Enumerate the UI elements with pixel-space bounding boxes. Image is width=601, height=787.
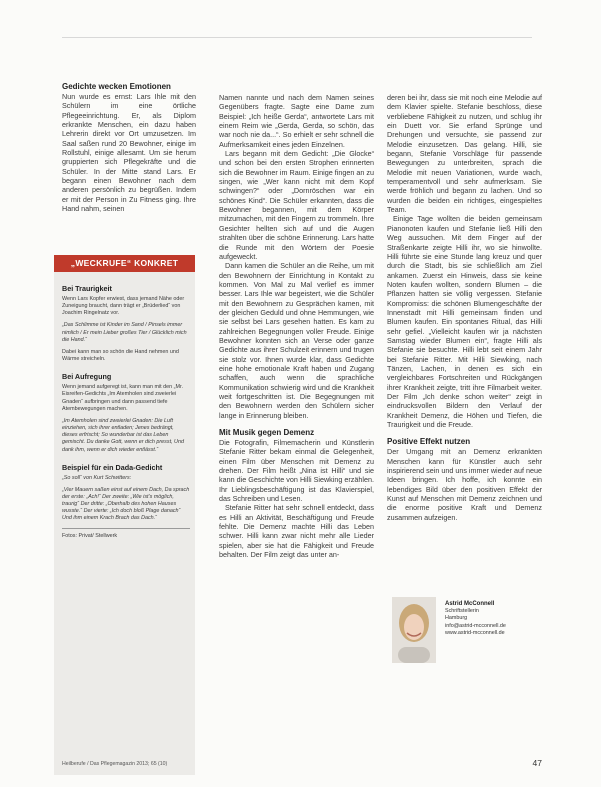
author-city: Hamburg bbox=[445, 615, 468, 622]
section-heading: Gedichte wecken Emotionen bbox=[62, 82, 171, 91]
page-footer bbox=[62, 758, 542, 768]
box-divider bbox=[62, 528, 190, 529]
paragraph: Dann kamen die Schüler an die Reihe, um mit den Bewohnern der Einrichtung in Kontakt zu kommen. Von Mal zu Mal verlief es immer besser. Lars Ihle war begeistert, wie die Schüler mit den Bewohnern zu Gesprächen kamen, mit der gleichen Geduld und ohne Hemmungen, wie sie selbst bei Lars gesehen hatten. Es kam zu zahlreichen Begegnungen voller Freude. Einige Bewohner konnten sich an Verse oder ganze Gedichte aus ihrer Schulzeit erinnern und trugen sie stolz vor. Ihnen wurde klar, dass Gedichte eine hohe emotionale Kraft haben und Zugang schaffen, auch wenn die sprachliche Kommunikation schwierig wird und die Krankheit weit fortgeschritten ist. Die Begegnungen mit den Bewohnern werden den Schülern sicher lange in Erinnerung bleiben. bbox=[219, 261, 374, 420]
paragraph: Stefanie Ritter hat sehr schnell entdeckt, dass es Hilli an Aktivität, Beschäftigung und Freude fehlte. Die Demenz machte Hilli das Leben schwer. Hilli kann zwar nicht mehr alle Lieder spielen, aber sie hat die Fähigkeit und Freude behalten. Der Film zeigt das unter an- bbox=[219, 503, 374, 560]
author-photo bbox=[392, 597, 436, 663]
paragraph: Einige Tage wollten die beiden gemeinsam Pianonoten kaufen und Stefanie ließ Hilli den Weg aussuchen. Mit dem Finger auf der Straßenkarte zeigte Hilli ihr, wo sie hinwollte. Hilli führte sie eine Stunde lang kreuz und quer durch die Stadt, bis sie schließlich am Ziel ankamen. Zuerst ein Hinweis, dass sie keine Noten kaufen wollten, sondern Blumen – die Pflanzen hatten sie völlig vergessen. Stefanie Kompromiss: die schönen Blumengeschäfte der Innenstadt mit Hilli gemeinsam finden und Blumen kaufen. Ein spontanes Ritual, das Hilli sehr gefiel. „Vielleicht kaufen wir ja nächsten Samstag wieder Blumen ein“, fragte Hilli als Stefanie sie besuchte. Hilli lebt seit einem Jahr bei Stefanie Ritter. Mit Hilli Siewking, nach Tänzen, Lachen, in denen es sich ein vergleichbares Fortschreiten und Rückgängen ihrer Krankheit zeigte, tritt ihre Filmarbeit weiter. Der Film „Ich denke schon weiter“ zeigt in eindrucksvollen Bildern den Verlauf der Krankheit Demenz, die Höhen und Tiefen, die Traurigkeit und die Freude. bbox=[387, 214, 542, 430]
author-email[interactable]: info@astrid-mcconnell.de bbox=[445, 622, 506, 629]
column-2 bbox=[219, 93, 374, 560]
box-quote: „Das Schlimme ist Kinder im Sand / Pinsels immer nimlich / Er mein Lieber großes Tier / Glücklich mich die Hand.“ bbox=[62, 322, 187, 343]
box-subheading: Bei Aufregung bbox=[62, 372, 112, 382]
author-box bbox=[392, 597, 542, 677]
paragraph: deren bei ihr, dass sie mit noch eine Melodie auf dem Klavier spielte. Stefanie beschloss, diese verbliebene Fähigkeit zu nutzen, und schlug ihr ein Duett vor. Sie erfand Sprünge und Drehungen und versuchte, sie passend zur Melodie einzusetzen. Das gelang. Hilli, sie begann, Stefanie Vorschläge für passende Bewegungen zu unterbreiten, sprach die Melodie mit neuen Variationen, wurde wach, temperamentvoll und sehr aufmerksam. Sie werde fröhlich und begann zu lachen. Und so wurden die beiden ein richtiges, eingespieltes Team. bbox=[387, 93, 542, 215]
box-text: Dabei kann man so schön die Hand nehmen und Wärme streicheln. bbox=[62, 348, 179, 363]
box-subheading: Beispiel für ein Dada-Gedicht bbox=[62, 462, 163, 472]
info-box-title: „WECKRUFE“ KONKRET bbox=[54, 255, 195, 272]
box-text: Wenn jemand aufgeregt ist, kann man mit den „Mr. Eisreifen-Gedichts „Im Atemholen sind zweierlei Gnaden“ aufbringen und dann passend tiefe Atembewegungen machen. bbox=[62, 384, 183, 412]
author-role: Schriftstellerin bbox=[445, 608, 479, 615]
author-info bbox=[445, 601, 506, 637]
author-website[interactable]: www.astrid-mcconnell.de bbox=[445, 629, 505, 636]
box-subheading: Bei Traurigkeit bbox=[62, 284, 112, 293]
top-rule bbox=[62, 37, 532, 38]
footer-publication: Heilberufe / Das Pflegemagazin 2013; 65 (10) bbox=[62, 761, 168, 767]
paragraph: Der Umgang mit an Demenz erkrankten Menschen kann für Künstler auch sehr inspirierend sein und uns immer wieder auf neue Ideen bringen. Ich hoffe, ich konnte ein lebendiges Bild über den positiven Effekt der Kunst auf Menschen mit Demenz zeichnen und die enorme positive Kraft und Demenz zusammen aufzeigen. bbox=[387, 447, 543, 522]
photo-credit: Fotos: Privat/ Stellwerk bbox=[62, 532, 118, 539]
paragraph: Namen nannte und nach dem Namen seines Gegenübers fragte. Sagte eine Dame zum Beispiel: „Ich heiße Gerda“, antwortete Lars mit einem Reim wie „Gerda, Gerda, so schön, das war noch nie da...“. So erhielt er sehr schnell die Aufmerksamkeit eines jeden Einzelnen. bbox=[219, 93, 374, 149]
box-quote: „Im Atemholen sind zweierlei Gnaden: Die Luft einziehen, sich ihrer entladen; Jenes bedrängt, dieses erfrischt; So wunderbar ist das Leben gemischt. Du danke Gott, wenn er dich presst, Und dank ihm, wenn er dich wieder entlässt.“ bbox=[62, 417, 184, 453]
author-portrait-icon bbox=[392, 597, 436, 663]
section-heading: Positive Effekt nutzen bbox=[387, 437, 471, 447]
paragraph: Nun wurde es ernst: Lars Ihle mit den Schülern im eine örtliche Pflegeeinrichtung. Er, als Diplom erkrankte Menschen, ein dazu haben Lehrerin direkt vor Ort umzusetzen. Im Saal saßen rund 20 Bewohner, einige im Rollstuhl, einige allesamt. Um sie herum gruppierten sich Pflegekräfte und die Schüler. In der Mitte stand Lars. Er begann einen Bewohner nach dem anderen persönlich zu begrüßen. Indem er mit der Person in Zu Fitness ging. Ihre Hand nahm, seinen bbox=[62, 92, 196, 214]
column-3 bbox=[387, 93, 542, 522]
paragraph: Die Fotografin, Filmemacherin und Künstlerin Stefanie Ritter bekam einmal die Gelegenheit, einen Film über Menschen mit Demenz zu drehen. Der Film heißt „Nina ist Hilli“ und sie kann die Geschichte von Hilli Siewking erzählen. Ihr Lieblingsbeschäftigung ist das Klavierspiel, das Schreiben und Lesen. bbox=[219, 438, 374, 504]
box-text: Wenn Lars Kopfer erwiest, dass jemand Nähe oder Zuneigung braucht, dann trägt er „Brüderlied“ von Joachim Ringelnatz vor. bbox=[62, 296, 185, 317]
box-quote: „Vier Mauern saßen einst auf einem Dach, Da sprach der erste: „Ach!“ Der zweite: „Wie ist’s möglich, traurig“ Der dritte: „Oberhalb des hohen Hauses wusste.“ Der vierte: „Ich doch bloß Plage danach“ Und ihm einem Krach Brach das Dach.“ bbox=[62, 486, 190, 522]
section-heading: Mit Musik gegen Demenz bbox=[219, 428, 315, 438]
info-box-weckrufe bbox=[54, 255, 195, 775]
info-box-body bbox=[62, 280, 190, 540]
page-number: 47 bbox=[532, 758, 542, 768]
paragraph: Lars begann mit dem Gedicht: „Die Glocke“ und schon bei den ersten Strophen erinnerten sich die Bewohner im Raum. Einige fingen an zu singen, wie „Wer kann nicht mit dem Kopf schwingen?“ oder „Dornröschen war ein schönes Kind“. Die Schüler erkannten, dass die Bewohner begannen, mit dem Körper mitzumachen, mit den Fingern zu trommeln. Ihre Gesichter hellten sich auf und die Augen strahlten über die schöne Erinnerung. Lars hatte die Runde mit den Wörtern der Poesie aufgeweckt. bbox=[219, 149, 374, 261]
box-text: „So soll“ von Kurt Schwitters: bbox=[62, 474, 132, 481]
column-1 bbox=[62, 82, 196, 213]
author-name: Astrid McConnell bbox=[445, 601, 495, 607]
